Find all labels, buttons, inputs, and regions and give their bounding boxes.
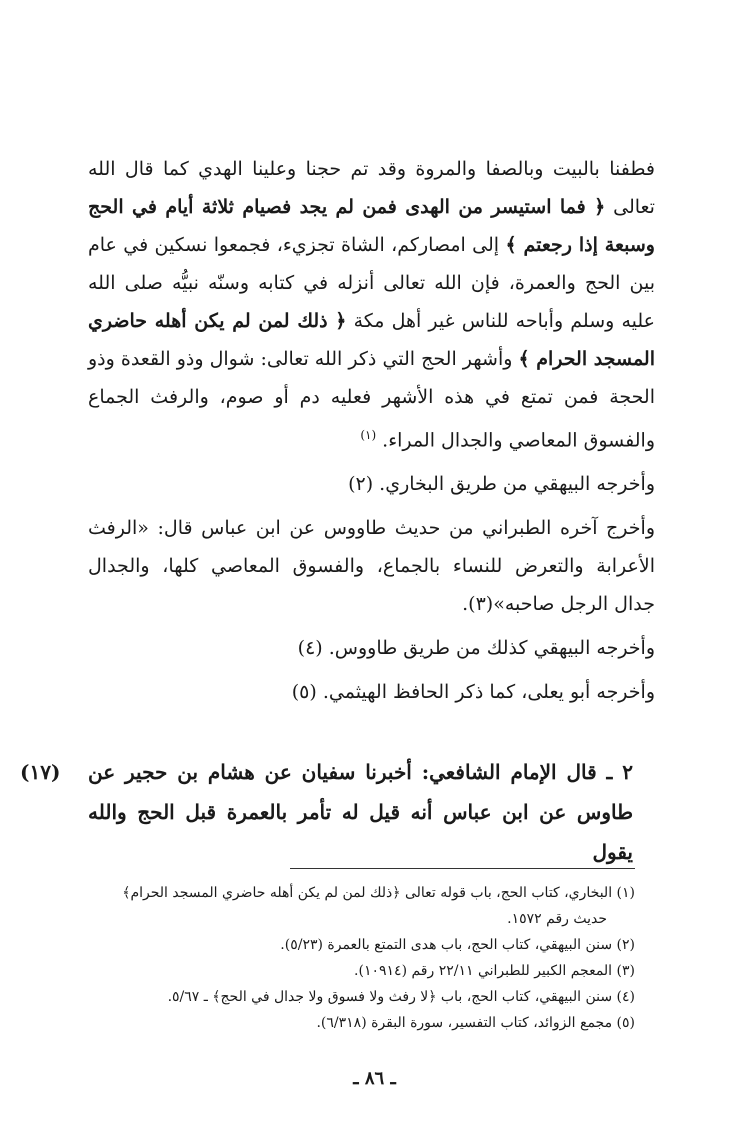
footnote-1-line1: (١) البخاري، كتاب الحج، باب قوله تعالى ﴿ذلك لمن لم يكن أهله حاضري المسجد الحرام﴾ (122, 885, 635, 901)
footnote-ref-1: (١) (360, 428, 377, 442)
footnote-1-line2: حديث رقم ١٥٧٢. (507, 911, 607, 927)
paragraph-3: وأخرج آخره الطبراني من حديث طاووس عن ابن عباس قال: «الرفث الأعرابة والتعرض للنساء بالجماع، والفسوق المعاصي كلها، والجدال جدال الرجل صاحبه»(٣). (88, 517, 655, 616)
paragraph-1 (88, 150, 655, 459)
paragraph-4: وأخرجه البيهقي كذلك من طريق طاووس. (٤) (297, 637, 655, 660)
page-number: ـ ٨٦ ـ (353, 1068, 396, 1089)
quran-quote-2: ﴿ ذلك لمن لم يكن أهله حاضري المسجد الحرام ﴾ (88, 310, 656, 370)
main-text (88, 150, 655, 711)
footnote-2: (٢) سنن البيهقي، كتاب الحج، باب هدى التمتع بالعمرة (٥/٢٣). (280, 937, 635, 953)
paragraph-5: وأخرجه أبو يعلى، كما ذكر الحافظ الهيثمي. (٥) (291, 681, 655, 704)
paragraph-2: وأخرجه البيهقي من طريق البخاري. (٢) (348, 473, 655, 496)
hadith-text: ٢ ـ قال الإمام الشافعي: أخبرنا سفيان عن هشام بن حجير عن طاوس عن ابن عباس أنه قيل له تأمر بالعمرة قبل الحج والله يقول (88, 760, 633, 864)
p1-seg-2: إلى امصاركم، الشاة تجزيء، فجمعوا نسكين في عام بين الحج والعمرة، فإن الله تعالى أنزله في كتابه وسنّه نبيُّه صلى الله عليه وسلم وأباحه للناس غير أهل مكة (88, 234, 656, 332)
hadith-number: (١٧) (20, 760, 61, 784)
quran-quote-1: ﴿ فما استيسر من الهدى فمن لم يجد فصيام ثلاثة أيام في الحج وسبعة إذا رجعتم ﴾ (88, 196, 655, 256)
footnote-1 (88, 880, 635, 932)
footnote-5: (٥) مجمع الزوائد، كتاب التفسير، سورة البقرة (٦/٣١٨). (316, 1015, 635, 1031)
footnote-3: (٣) المعجم الكبير للطبراني ٢٢/١١ رقم (١٠٩١٤). (354, 963, 635, 979)
footnotes (88, 880, 635, 1036)
p1-seg-4: وأشهر الحج التي ذكر الله تعالى: شوال وذو القعدة وذو الحجة فمن تمتع في هذه الأشهر فعليه دم أو صوم، والرفث الجماع والفسوق المعاصي والجدال المراء. (88, 348, 655, 452)
footnote-4: (٤) سنن البيهقي، كتاب الحج، باب ﴿لا رفث ولا فسوق ولا جدال في الحج﴾ ـ ٥/٦٧. (167, 989, 635, 1005)
footnote-divider (290, 868, 635, 869)
p1-seg-0: فطفنا بالبيت وبالصفا والمروة وقد تم حجنا وعلينا الهدي كما قال الله تعالى (88, 158, 655, 218)
